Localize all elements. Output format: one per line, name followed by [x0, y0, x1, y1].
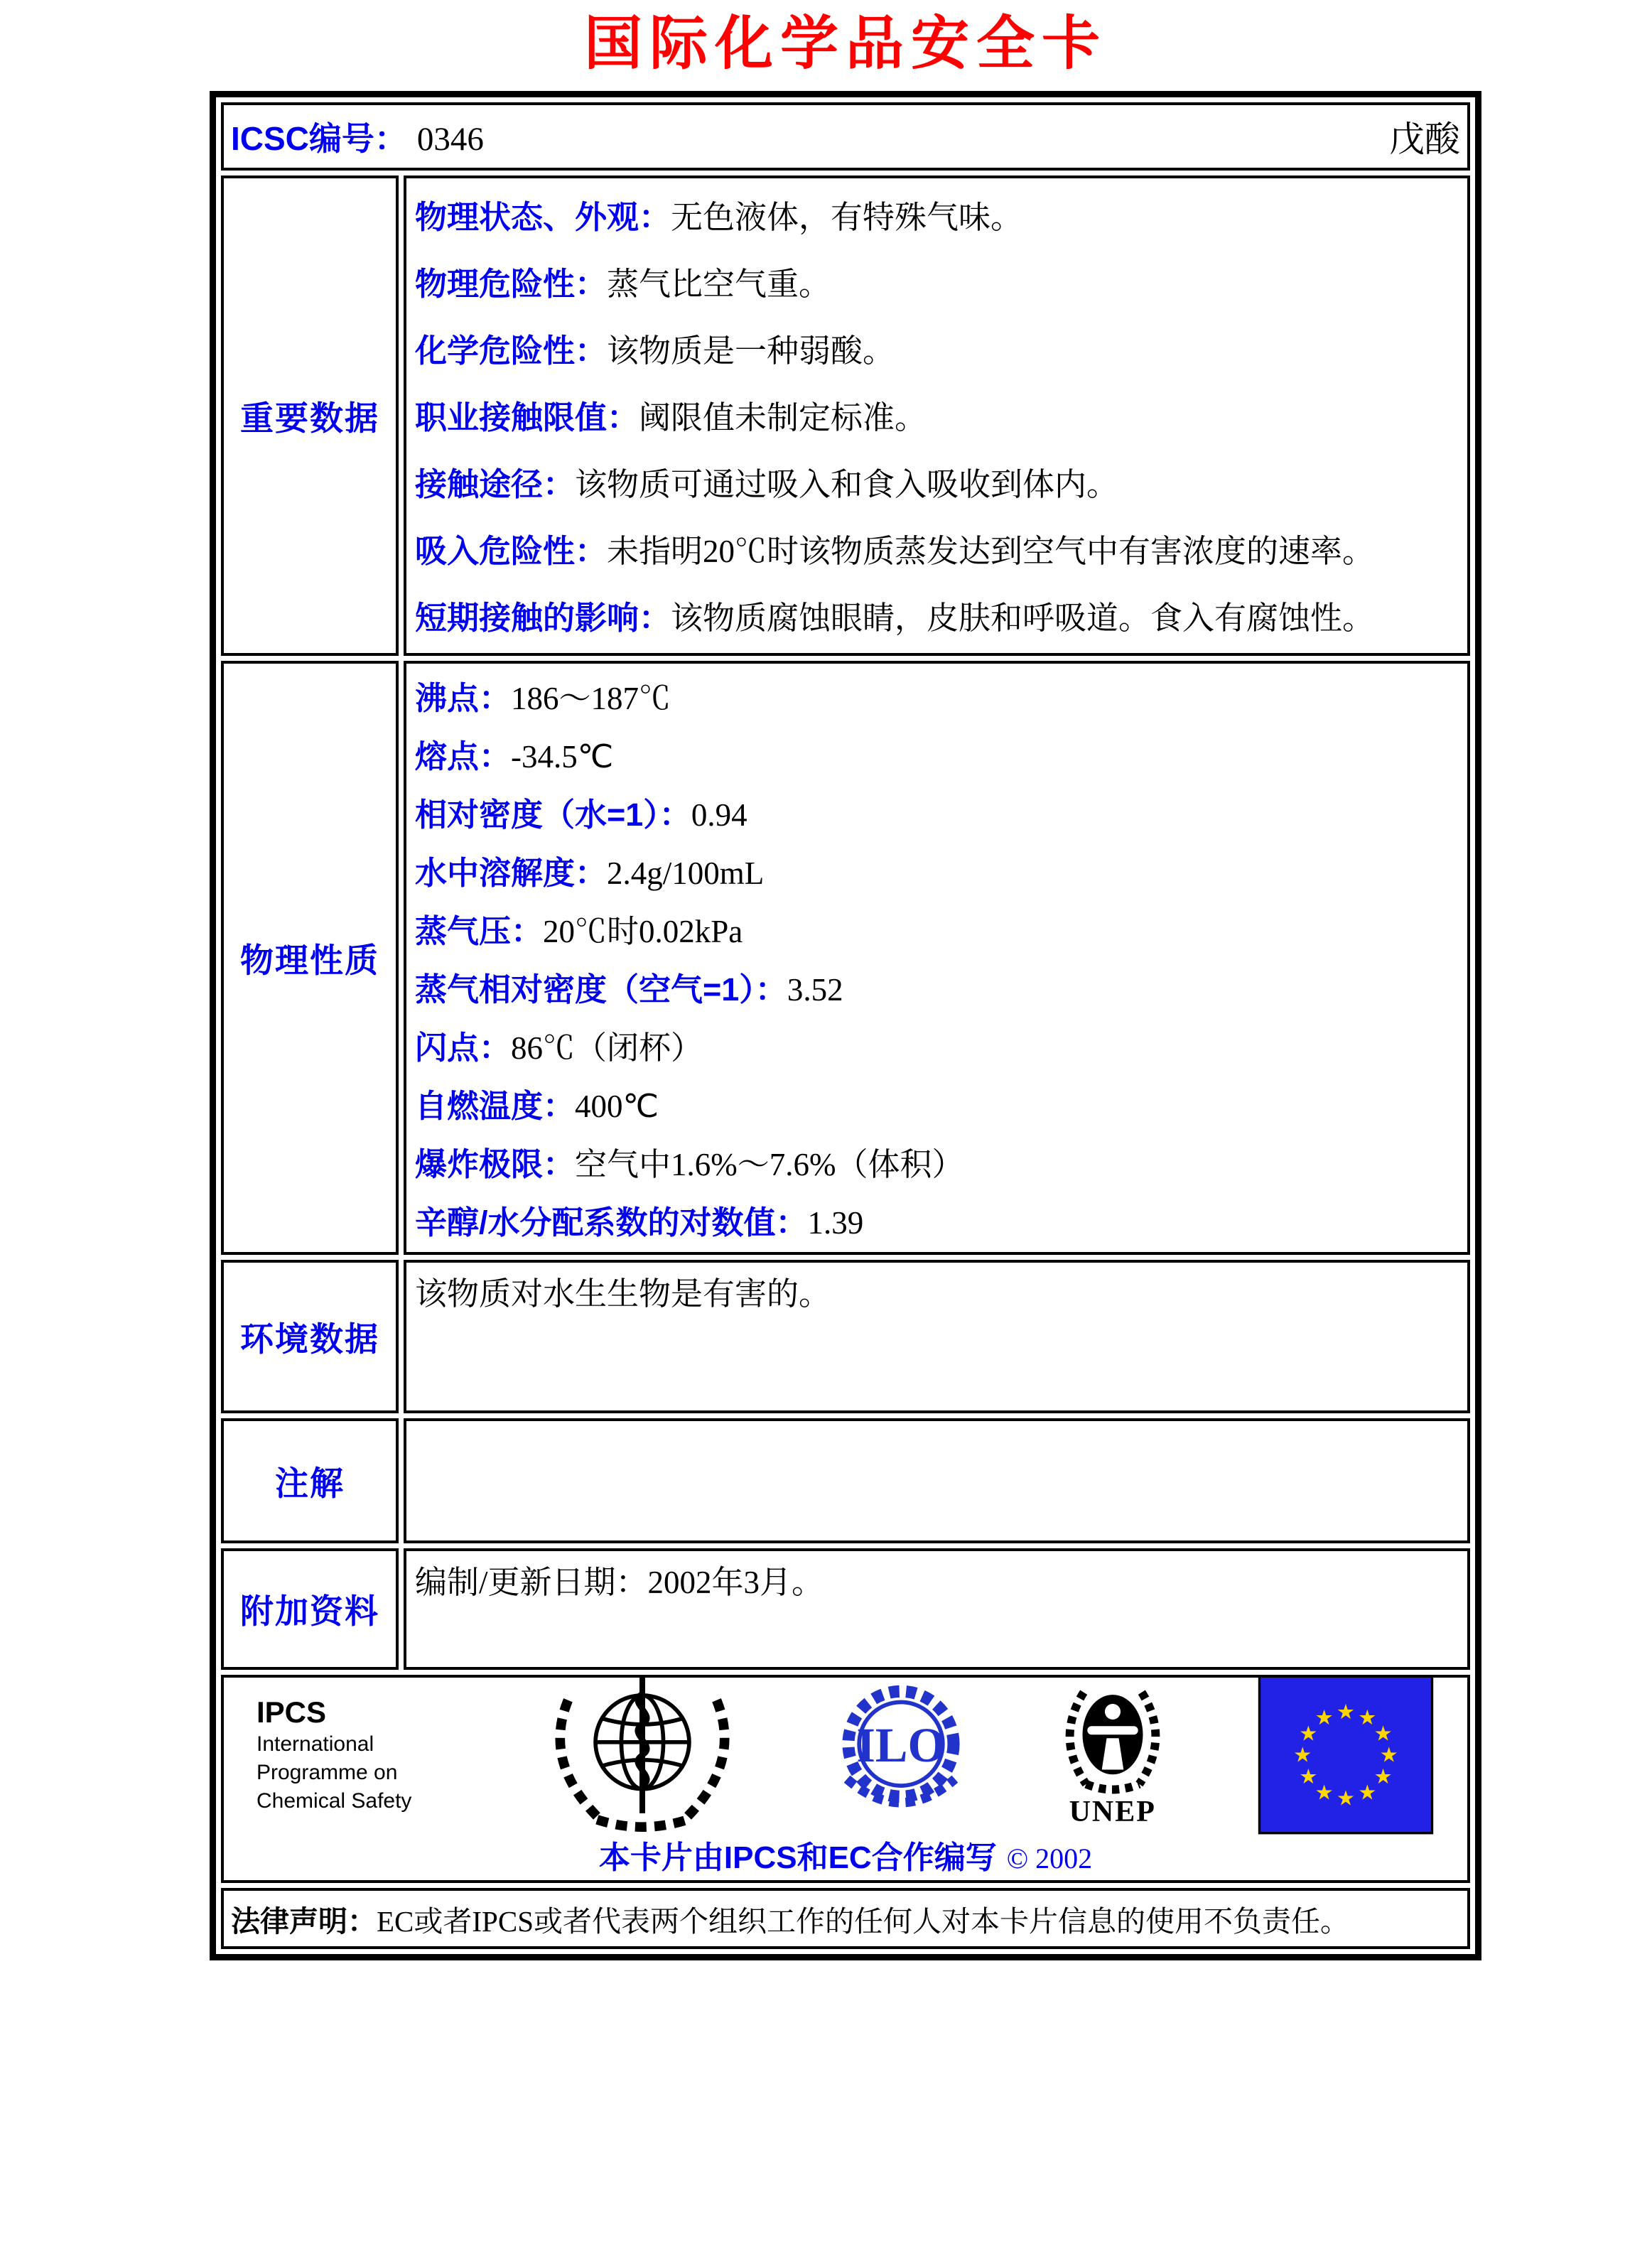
line-label: 相对密度（水=1）：: [415, 797, 691, 833]
data-line: [415, 1268, 1460, 1320]
svg-text:★: ★: [1358, 1780, 1377, 1805]
data-line: [415, 786, 1460, 844]
ilo-emblem-icon: [833, 1682, 968, 1828]
legal-cell: [221, 1888, 1470, 1949]
data-line: [415, 585, 1460, 652]
data-line: [415, 1019, 1460, 1077]
icsc-number-group: [231, 113, 484, 160]
data-line: [415, 1135, 1460, 1194]
line-value: 阈限值未制定标准。: [639, 400, 927, 436]
svg-text:★: ★: [1314, 1705, 1334, 1730]
line-value: 0.94: [691, 797, 747, 833]
line-label: 吸入危险性：: [415, 533, 608, 569]
data-line: [415, 318, 1460, 384]
line-label: 蒸气压：: [415, 913, 544, 949]
line-label: 爆炸极限：: [415, 1146, 576, 1182]
svg-text:★: ★: [1293, 1742, 1312, 1767]
section-label-important-data: 重要数据: [221, 176, 399, 656]
svg-text:★: ★: [1299, 1764, 1318, 1788]
icsc-card: [210, 91, 1481, 1960]
data-line: [415, 1557, 1460, 1608]
data-line: [415, 669, 1460, 728]
ipcs-block: [257, 1695, 452, 1815]
svg-text:★: ★: [1358, 1705, 1377, 1730]
line-value: 86℃（闭杯）: [511, 1030, 703, 1066]
line-value: 2.4g/100mL: [607, 856, 765, 891]
data-line: [415, 728, 1460, 786]
line-label: 熔点：: [415, 738, 512, 775]
footer-caption-text: 本卡片由IPCS和EC合作编写: [598, 1840, 997, 1875]
legal-row: [221, 1888, 1470, 1949]
ipcs-subtitle-line: International: [257, 1732, 374, 1756]
svg-text:★: ★: [1379, 1742, 1398, 1767]
section-content-additional-info: [404, 1548, 1470, 1670]
section-content-environmental-data: [404, 1260, 1470, 1413]
data-line: [415, 451, 1460, 518]
section-environmental-data: [221, 1260, 1470, 1413]
line-value: -34.5℃: [511, 739, 614, 775]
svg-text:★: ★: [1314, 1780, 1334, 1805]
section-notes: [221, 1418, 1470, 1543]
data-line: [415, 384, 1460, 451]
line-value: 400℃: [575, 1089, 659, 1124]
line-label: 物理状态、外观：: [415, 199, 671, 235]
ilo-text: ILO: [855, 1717, 946, 1772]
section-content-notes: [404, 1418, 1470, 1543]
logo-strip: [224, 1682, 1467, 1828]
ipcs-subtitle-line: Chemical Safety: [257, 1788, 412, 1813]
line-value: 空气中1.6%～7.6%（体积）: [575, 1147, 964, 1182]
footer-cell: [221, 1675, 1470, 1883]
section-important-data: [221, 176, 1470, 656]
footer-row: [221, 1675, 1470, 1883]
header-cell: [221, 102, 1470, 171]
data-line: [415, 518, 1460, 585]
section-label-notes: 注解: [221, 1418, 399, 1543]
line-label: 化学危险性：: [415, 333, 608, 369]
footer-copyright: © 2002: [1006, 1842, 1093, 1874]
line-label: 自燃温度：: [415, 1088, 576, 1124]
line-value: 蒸气比空气重。: [607, 266, 831, 302]
icsc-number-label: ICSC编号：: [231, 120, 407, 157]
line-value: 186～187℃: [511, 681, 671, 716]
section-content-important-data: [404, 176, 1470, 656]
data-line: [415, 1194, 1460, 1252]
eu-flag-icon: [1257, 1675, 1435, 1835]
chemical-name: 戊酸: [1389, 119, 1460, 159]
section-label-additional-info: 附加资料: [221, 1548, 399, 1670]
svg-text:★: ★: [1336, 1699, 1356, 1724]
line-value: 20℃时0.02kPa: [543, 914, 743, 949]
line-label: 职业接触限值：: [415, 399, 639, 436]
who-emblem-icon: [536, 1675, 749, 1837]
line-value: 该物质是一种弱酸。: [607, 333, 895, 369]
unep-block: [1052, 1683, 1173, 1828]
line-value: 该物质腐蚀眼睛，皮肤和呼吸道。食入有腐蚀性。: [671, 600, 1375, 636]
data-line: [415, 1077, 1460, 1135]
line-value: 无色液体，有特殊气味。: [671, 200, 1023, 235]
data-line: [415, 251, 1460, 318]
section-additional-info: [221, 1548, 1470, 1670]
line-value: 编制/更新日期：2002年3月。: [415, 1565, 824, 1600]
header-row: [221, 102, 1470, 171]
line-label: 接触途径：: [415, 466, 576, 502]
unep-text: UNEP: [1069, 1795, 1156, 1828]
section-physical-properties: [221, 661, 1470, 1255]
data-line: [415, 184, 1460, 251]
line-label: 辛醇/水分配系数的对数值：: [415, 1204, 808, 1241]
section-label-environmental-data: 环境数据: [221, 1260, 399, 1413]
line-value: 3.52: [787, 972, 843, 1008]
line-label: 蒸气相对密度（空气=1）：: [415, 971, 787, 1008]
line-value: 该物质对水生生物是有害的。: [415, 1276, 831, 1312]
svg-text:★: ★: [1299, 1721, 1318, 1746]
data-line: [415, 844, 1460, 902]
footer-caption: [224, 1832, 1467, 1877]
line-value: 未指明20℃时该物质蒸发达到空气中有害浓度的速率。: [607, 534, 1375, 569]
data-line: [415, 961, 1460, 1019]
legal-label: 法律声明：: [231, 1904, 377, 1938]
line-value: 该物质可通过吸入和食入吸收到体内。: [575, 467, 1119, 502]
ipcs-subtitle-line: Programme on: [257, 1760, 398, 1784]
svg-text:★: ★: [1336, 1786, 1356, 1811]
unep-emblem-icon: [1052, 1683, 1173, 1796]
line-value: 1.39: [807, 1205, 864, 1241]
icsc-number-value: 0346: [416, 121, 484, 158]
line-label: 物理危险性：: [415, 266, 608, 302]
data-line: [415, 902, 1460, 961]
svg-text:★: ★: [1373, 1764, 1393, 1788]
line-label: 闪点：: [415, 1030, 512, 1066]
section-content-physical-properties: [404, 661, 1470, 1255]
line-label: 短期接触的影响：: [415, 600, 671, 636]
legal-text: EC或者IPCS或者代表两个组织工作的任何人对本卡片信息的使用不负责任。: [377, 1904, 1349, 1938]
svg-text:★: ★: [1373, 1721, 1393, 1746]
page-title: 国际化学品安全卡: [583, 11, 1107, 76]
line-label: 沸点：: [415, 680, 512, 716]
section-label-physical-properties: 物理性质: [221, 661, 399, 1255]
line-label: 水中溶解度：: [415, 855, 608, 891]
ipcs-title: IPCS: [257, 1695, 327, 1729]
